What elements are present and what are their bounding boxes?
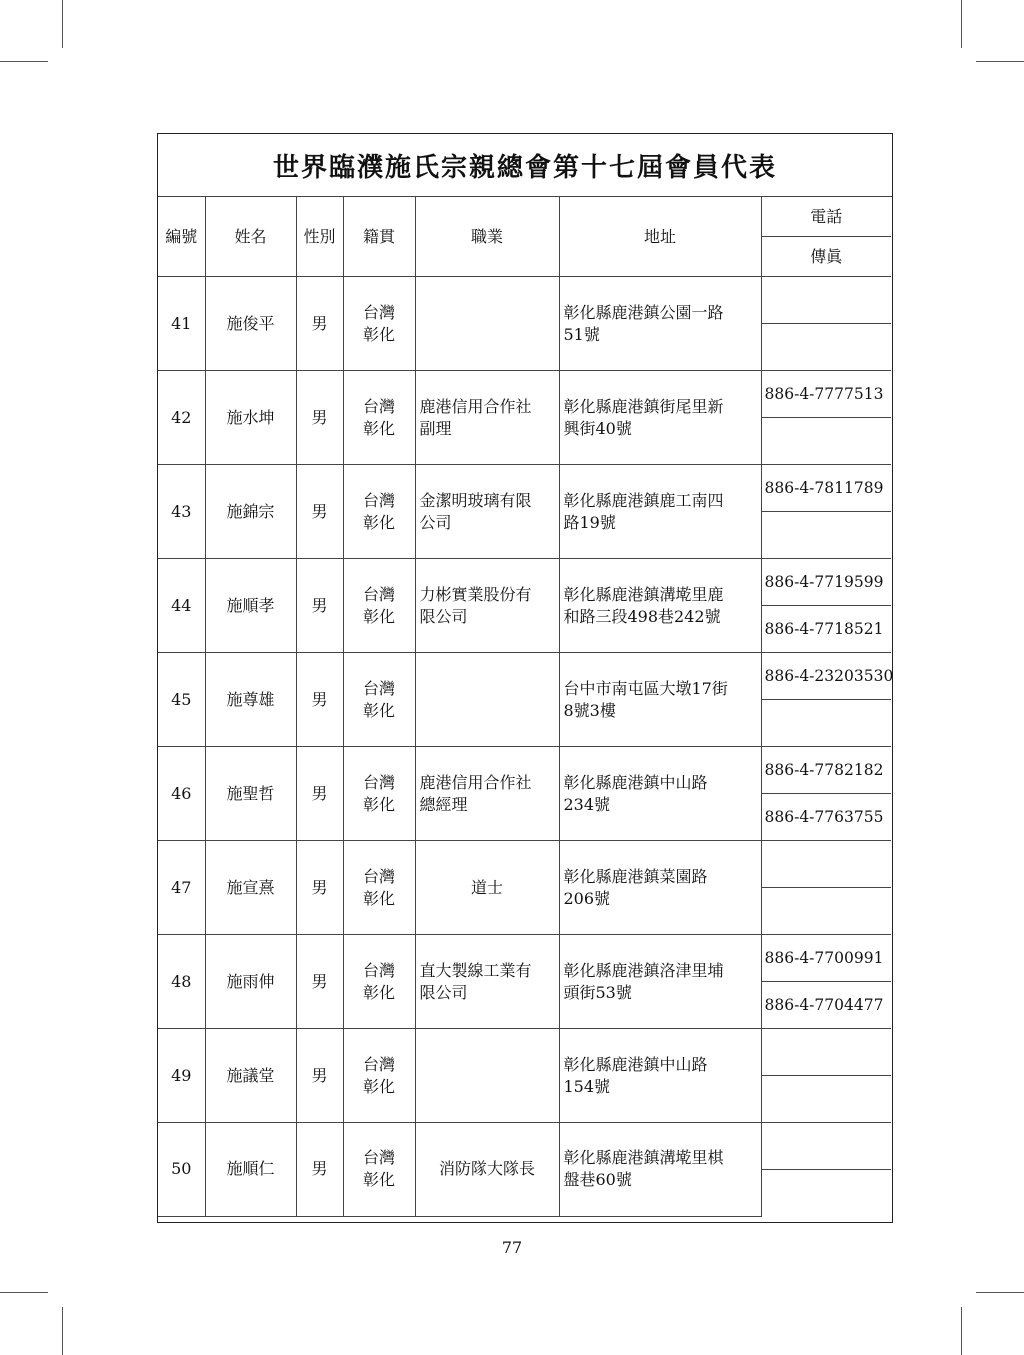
member-table-sheet <box>157 133 893 1223</box>
header-name: 姓名 <box>205 197 296 277</box>
origin-line: 彰化 <box>362 606 395 626</box>
member-address <box>559 465 761 559</box>
origin-line: 台灣 <box>362 960 395 980</box>
member-occupation <box>415 1123 559 1217</box>
member-address <box>559 559 761 653</box>
address-line: 彰化縣鹿港鎮街尾里新 <box>563 396 724 416</box>
member-gender: 男 <box>296 277 343 371</box>
crop-mark <box>0 61 48 62</box>
member-gender: 男 <box>296 747 343 841</box>
member-origin <box>343 371 415 465</box>
address-line: 彰化縣鹿港鎮菜園路 <box>563 866 708 886</box>
address-line: 彰化縣鹿港鎮溝墘里鹿 <box>563 584 724 604</box>
member-gender: 男 <box>296 371 343 465</box>
member-fax: 886-4-7718521 <box>761 606 891 653</box>
member-address <box>559 747 761 841</box>
address-line: 彰化縣鹿港鎮中山路 <box>563 1054 708 1074</box>
member-number: 43 <box>158 465 205 559</box>
origin-line: 台灣 <box>362 490 395 510</box>
member-number: 44 <box>158 559 205 653</box>
crop-mark <box>976 61 1024 62</box>
member-name: 施聖哲 <box>205 747 296 841</box>
member-fax <box>761 512 891 559</box>
header-occupation: 職業 <box>415 197 559 277</box>
page-number: 77 <box>501 1238 523 1257</box>
table-row <box>158 1123 891 1170</box>
member-number: 47 <box>158 841 205 935</box>
origin-line: 台灣 <box>362 772 395 792</box>
member-fax: 886-4-7763755 <box>761 794 891 841</box>
member-address <box>559 653 761 747</box>
member-address <box>559 935 761 1029</box>
member-address <box>559 1029 761 1123</box>
document-title: 世界臨濮施氏宗親總會第十七屆會員代表 <box>158 134 892 197</box>
origin-line: 台灣 <box>362 302 395 322</box>
member-fax <box>761 888 891 935</box>
address-line: 頭街53號 <box>563 982 632 1002</box>
member-gender: 男 <box>296 1029 343 1123</box>
table-row <box>158 653 891 700</box>
address-line: 盤巷60號 <box>563 1170 632 1190</box>
occupation-line: 直大製線工業有 <box>419 960 532 980</box>
address-line: 台中市南屯區大墩17街 <box>563 678 728 698</box>
member-phone <box>761 277 891 324</box>
address-line: 51號 <box>563 324 600 344</box>
address-line: 和路三段498巷242號 <box>563 606 721 626</box>
occupation-line: 公司 <box>419 512 452 532</box>
table-row <box>158 935 891 982</box>
member-fax <box>761 324 891 371</box>
member-occupation <box>415 371 559 465</box>
address-line: 路19號 <box>563 512 616 532</box>
member-origin <box>343 1123 415 1217</box>
member-name: 施錦宗 <box>205 465 296 559</box>
address-line: 彰化縣鹿港鎮溝墘里棋 <box>563 1148 724 1168</box>
member-number: 41 <box>158 277 205 371</box>
origin-line: 彰化 <box>362 512 395 532</box>
origin-line: 台灣 <box>362 678 395 698</box>
member-gender: 男 <box>296 841 343 935</box>
member-name: 施順孝 <box>205 559 296 653</box>
member-occupation <box>415 277 559 371</box>
crop-mark <box>62 0 63 48</box>
address-line: 彰化縣鹿港鎮公園一路 <box>563 302 724 322</box>
crop-mark <box>976 1292 1024 1293</box>
address-line: 154號 <box>563 1076 611 1096</box>
origin-line: 彰化 <box>362 1170 395 1190</box>
member-phone: 886-4-7811789 <box>761 465 891 512</box>
occupation-line: 限公司 <box>419 982 468 1002</box>
member-number: 45 <box>158 653 205 747</box>
member-origin <box>343 559 415 653</box>
member-occupation <box>415 653 559 747</box>
member-occupation <box>415 559 559 653</box>
origin-line: 台灣 <box>362 1054 395 1074</box>
member-table <box>158 196 894 1217</box>
origin-line: 台灣 <box>362 1148 395 1168</box>
member-origin <box>343 465 415 559</box>
crop-mark <box>0 1292 48 1293</box>
occupation-line: 總經理 <box>419 794 468 814</box>
table-row <box>158 841 891 888</box>
member-origin <box>343 277 415 371</box>
origin-line: 彰化 <box>362 888 395 908</box>
member-gender: 男 <box>296 559 343 653</box>
member-origin <box>343 1029 415 1123</box>
crop-mark <box>961 0 962 48</box>
member-occupation <box>415 841 559 935</box>
member-phone <box>761 841 891 888</box>
member-phone: 886-4-23203530 <box>761 653 891 700</box>
header-number: 編號 <box>158 197 205 277</box>
member-name: 施宣熹 <box>205 841 296 935</box>
table-row <box>158 371 891 418</box>
member-gender: 男 <box>296 1123 343 1217</box>
origin-line: 台灣 <box>362 396 395 416</box>
member-name: 施議堂 <box>205 1029 296 1123</box>
member-occupation <box>415 1029 559 1123</box>
header-phone: 電話 <box>761 197 891 237</box>
member-phone: 886-4-7700991 <box>761 935 891 982</box>
member-number: 46 <box>158 747 205 841</box>
member-fax <box>761 700 891 747</box>
member-origin <box>343 841 415 935</box>
member-gender: 男 <box>296 935 343 1029</box>
member-number: 50 <box>158 1123 205 1217</box>
address-line: 興街40號 <box>563 418 632 438</box>
member-name: 施尊雄 <box>205 653 296 747</box>
member-phone <box>761 1029 891 1076</box>
member-origin <box>343 747 415 841</box>
address-line: 234號 <box>563 794 611 814</box>
occupation-line: 力彬實業股份有 <box>419 584 532 604</box>
crop-mark <box>62 1307 63 1355</box>
member-phone <box>761 1123 891 1170</box>
member-number: 49 <box>158 1029 205 1123</box>
member-name: 施順仁 <box>205 1123 296 1217</box>
member-number: 42 <box>158 371 205 465</box>
member-occupation <box>415 465 559 559</box>
address-line: 彰化縣鹿港鎮鹿工南四 <box>563 490 724 510</box>
origin-line: 彰化 <box>362 1076 395 1096</box>
table-row <box>158 747 891 794</box>
header-fax: 傳眞 <box>761 237 891 277</box>
occupation-line: 鹿港信用合作社 <box>419 772 532 792</box>
origin-line: 台灣 <box>362 584 395 604</box>
address-line: 彰化縣鹿港鎮洛津里埔 <box>563 960 724 980</box>
member-name: 施俊平 <box>205 277 296 371</box>
member-fax <box>761 1170 891 1217</box>
member-gender: 男 <box>296 465 343 559</box>
address-line: 206號 <box>563 888 611 908</box>
member-fax: 886-4-7704477 <box>761 982 891 1029</box>
header-origin: 籍貫 <box>343 197 415 277</box>
occupation-line: 消防隊大隊長 <box>438 1159 535 1179</box>
occupation-line: 金潔明玻璃有限 <box>419 490 532 510</box>
member-phone: 886-4-7719599 <box>761 559 891 606</box>
member-address <box>559 371 761 465</box>
occupation-line: 鹿港信用合作社 <box>419 396 532 416</box>
table-row <box>158 1029 891 1076</box>
origin-line: 彰化 <box>362 794 395 814</box>
member-origin <box>343 935 415 1029</box>
member-gender: 男 <box>296 653 343 747</box>
origin-line: 彰化 <box>362 324 395 344</box>
origin-line: 彰化 <box>362 982 395 1002</box>
header-address: 地址 <box>559 197 761 277</box>
member-number: 48 <box>158 935 205 1029</box>
address-line: 彰化縣鹿港鎮中山路 <box>563 772 708 792</box>
header-gender: 性別 <box>296 197 343 277</box>
member-fax <box>761 418 891 465</box>
origin-line: 台灣 <box>362 866 395 886</box>
member-name: 施雨伸 <box>205 935 296 1029</box>
occupation-line: 副理 <box>419 418 452 438</box>
member-address <box>559 277 761 371</box>
member-origin <box>343 653 415 747</box>
occupation-line: 限公司 <box>419 606 468 626</box>
table-row <box>158 465 891 512</box>
header-row <box>158 197 891 237</box>
table-row <box>158 277 891 324</box>
occupation-line: 道士 <box>470 877 503 897</box>
member-occupation <box>415 935 559 1029</box>
member-phone: 886-4-7782182 <box>761 747 891 794</box>
origin-line: 彰化 <box>362 418 395 438</box>
member-fax <box>761 1076 891 1123</box>
table-row <box>158 559 891 606</box>
origin-line: 彰化 <box>362 700 395 720</box>
member-phone: 886-4-7777513 <box>761 371 891 418</box>
address-line: 8號3樓 <box>563 700 616 720</box>
member-address <box>559 1123 761 1217</box>
member-address <box>559 841 761 935</box>
member-occupation <box>415 747 559 841</box>
crop-mark <box>961 1307 962 1355</box>
member-name: 施水坤 <box>205 371 296 465</box>
